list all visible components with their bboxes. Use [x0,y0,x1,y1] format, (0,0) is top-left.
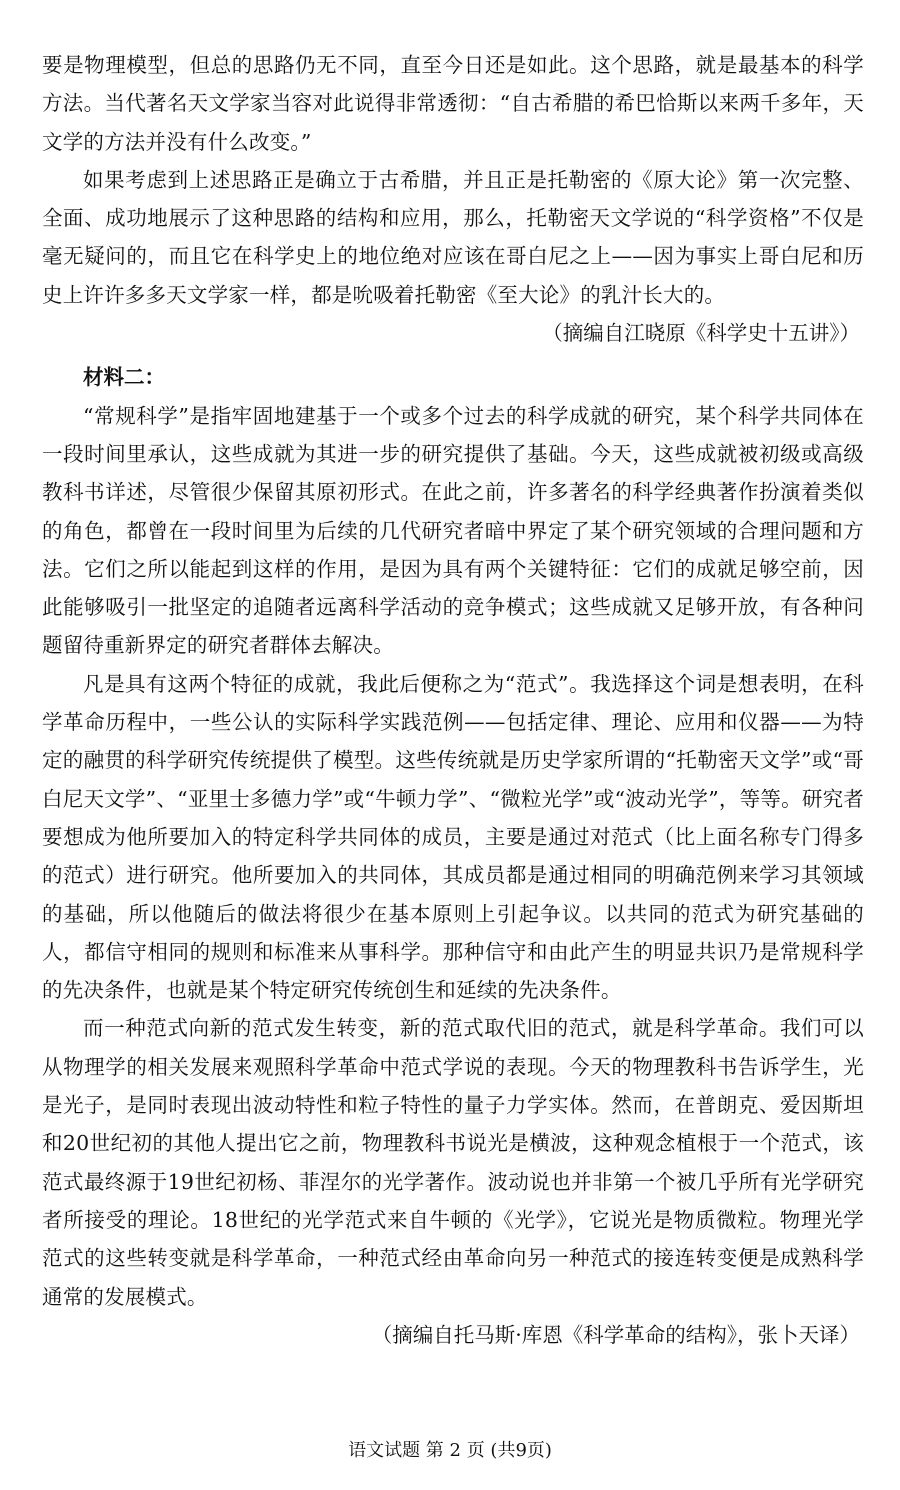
page-footer: 语文试题 第 2 页 (共9页) [348,1440,552,1461]
material-one-citation: （摘编自江晓原《科学史十五讲》） [542,321,860,346]
material-two-paragraph-2: 凡是具有这两个特征的成就，我此后便称之为“范式”。我选择这个词是想表明，在科学革命历程中，一些公认的实际科学实践范例——包括定律、理论、应用和仪器——为特定的融贯的科学研究传统提供了模型。这些传统就是历史学家所谓的“托勒密天文学”或“哥白尼天文学”、“亚里士多德力学”或“牛顿力学”、“微粒光学”或“波动光学”，等等。研究者要想成为他所要加入的特定科学共同体的成员，主要是通过对范式（比上面名称专门得多的范式）进行研究。他所要加入的共同体，其成员都是通过相同的明确范例来学习其领域的基础，所以他随后的做法将很少在基本原则上引起争议。以共同的范式为研究基础的人，都信守相同的规则和标准来从事科学。那种信守和由此产生的明显共识乃是常规科学的先决条件，也就是某个特定研究传统创生和延续的先决条件。 [42,671,864,1003]
page-content [42,46,864,1354]
material-two-paragraph-1: “常规科学”是指牢固地建基于一个或多个过去的科学成就的研究，某个科学共同体在一段时间里承认，这些成就为其进一步的研究提供了基础。今天，这些成就被初级或高级教科书详述，尽管很少保留其原初形式。在此之前，许多著名的科学经典著作扮演着类似的角色，都曾在一段时间里为后续的几代研究者暗中界定了某个研究领域的合理问题和方法。它们之所以能起到这样的作用，是因为具有两个关键特征：它们的成就足够空前，因此能够吸引一批坚定的追随者远离科学活动的竞争模式；这些成就又足够开放，有各种问题留待重新界定的研究者群体去解决。 [42,403,864,658]
material-two-paragraph-3: 而一种范式向新的范式发生转变，新的范式取代旧的范式，就是科学革命。我们可以从物理学的相关发展来观照科学革命中范式学说的表现。今天的物理教科书告诉学生，光是光子，是同时表现出波动特性和粒子特性的量子力学实体。然而，在普朗克、爱因斯坦和20世纪初的其他人提出它之前，物理教科书说光是横波，这种观念植根于一个范式，该范式最终源于19世纪初杨、菲涅尔的光学著作。波动说也并非第一个被几乎所有光学研究者所接受的理论。18世纪的光学范式来自牛顿的《光学》，它说光是物质微粒。物理光学范式的这些转变就是科学革命，一种范式经由革命向另一种范式的接连转变便是成熟科学通常的发展模式。 [42,1016,864,1309]
material-two-heading: 材料二： [83,365,165,390]
material-one-paragraph-2: 如果考虑到上述思路正是确立于古希腊，并且正是托勒密的《原大论》第一次完整、全面、成功地展示了这种思路的结构和应用，那么，托勒密天文学说的“科学资格”不仅是毫无疑问的，而且它在科学史上的地位绝对应该在哥白尼之上——因为事实上哥白尼和历史上许许多多天文学家一样，都是吮吸着托勒密《至大论》的乳汁长大的。 [42,167,864,307]
material-two-citation: （摘编自托马斯·库恩《科学革命的结构》，张卜天译） [371,1322,860,1347]
material-one-continued-paragraph: 要是物理模型，但总的思路仍无不同，直至今日还是如此。这个思路，就是最基本的科学方法。当代著名天文学家当容对此说得非常透彻：“自古希腊的希巴恰斯以来两千多年，天文学的方法并没有什么改变。” [42,53,864,154]
